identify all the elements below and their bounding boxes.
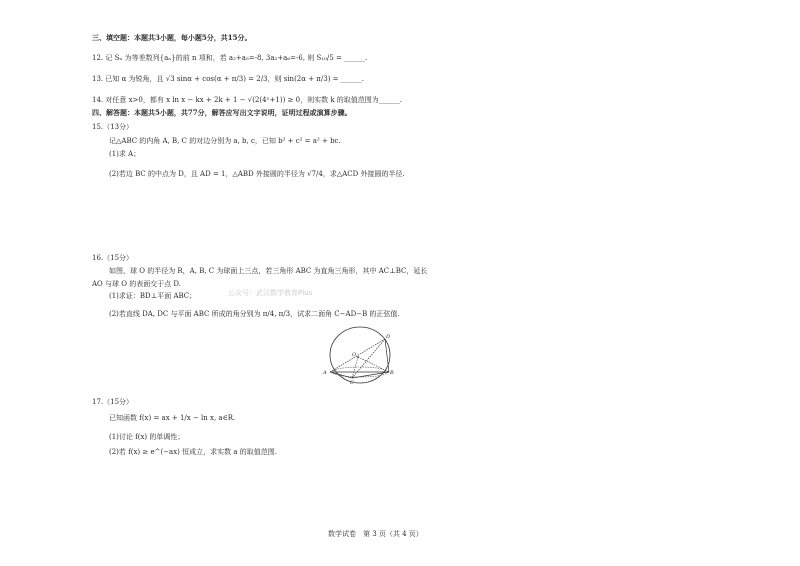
question-17-part2: (2)若 f(x) ≥ e^(−ax) 恒成立，求实数 a 的取值范围.	[109, 448, 277, 456]
sphere-figure	[322, 325, 398, 385]
watermark-text: 公众号：武汉数学教育Plus	[228, 289, 313, 297]
page-footer: 数学试卷 第 3 页（共 4 页）	[328, 530, 423, 538]
question-17-part1: (1)讨论 f(x) 的单调性；	[109, 433, 185, 441]
question-16-stem-line2: AO 与球 O 的表面交于点 D.	[92, 280, 182, 288]
question-17-title: 17.（15分）	[92, 398, 134, 406]
question-14: 14. 对任意 x>0，都有 x ln x − kx + 2k + 1 − √(2(4ˣ+1)) ≥ 0，则实数 k 的取值范围为______.	[92, 96, 403, 104]
question-16-part1: (1)求证：BD⊥平面 ABC；	[109, 292, 197, 300]
section-fill-heading: 三、填空题：本题共3小题，每小题5分，共15分。	[92, 33, 252, 42]
label-C: C	[350, 380, 354, 385]
question-16-stem-line1: 如图，球 O 的半径为 R，A, B, C 为球面上三点，若三角形 ABC 为直角三角形，其中 AC⊥BC，延长	[109, 267, 428, 275]
question-16-part2: (2)若直线 DA, DC 与平面 ABC 所成的角分别为 π/4, π/3，试求二面角 C−AD−B 的正弦值.	[109, 310, 400, 318]
question-15-part2: (2)若边 BC 的中点为 D，且 AD = 1，△ABD 外接圆的半径为 √7/4，求△ACD 外接圆的半径.	[109, 170, 405, 178]
label-O: O	[352, 352, 357, 358]
label-B: B	[390, 370, 394, 376]
question-15-title: 15.（13分）	[92, 123, 134, 131]
edge-OC	[352, 357, 358, 378]
center-point	[357, 356, 359, 358]
edge-OB	[358, 357, 389, 372]
label-A: A	[323, 370, 327, 376]
edge-AD	[330, 339, 385, 372]
question-13: 13. 已知 α 为锐角，且 √3 sinα + cos(α + π/3) = 2/3，则 sin(2α + π/3) = ______.	[92, 75, 364, 83]
question-15-part1: (1)求 A；	[109, 150, 141, 158]
question-12: 12. 记 Sₙ 为等差数列{aₙ}的前 n 项和，若 a₂+a₅=-8, 3a₂+a₆=-6, 则 S₁₀/5 = ______.	[92, 54, 368, 62]
section-answer-heading: 四、解答题：本题共5小题，共77分，解答应写出文字说明，证明过程或演算步骤。	[92, 108, 352, 117]
question-15-stem: 记△ABC 的内角 A, B, C 的对边分别为 a, b, c，已知 b² + c² = a² + bc.	[109, 137, 341, 145]
question-16-title: 16.（15分）	[92, 254, 134, 262]
question-17-stem: 已知函数 f(x) = ax + 1/x − ln x, a∈R.	[109, 414, 236, 422]
label-D: D	[386, 334, 391, 340]
